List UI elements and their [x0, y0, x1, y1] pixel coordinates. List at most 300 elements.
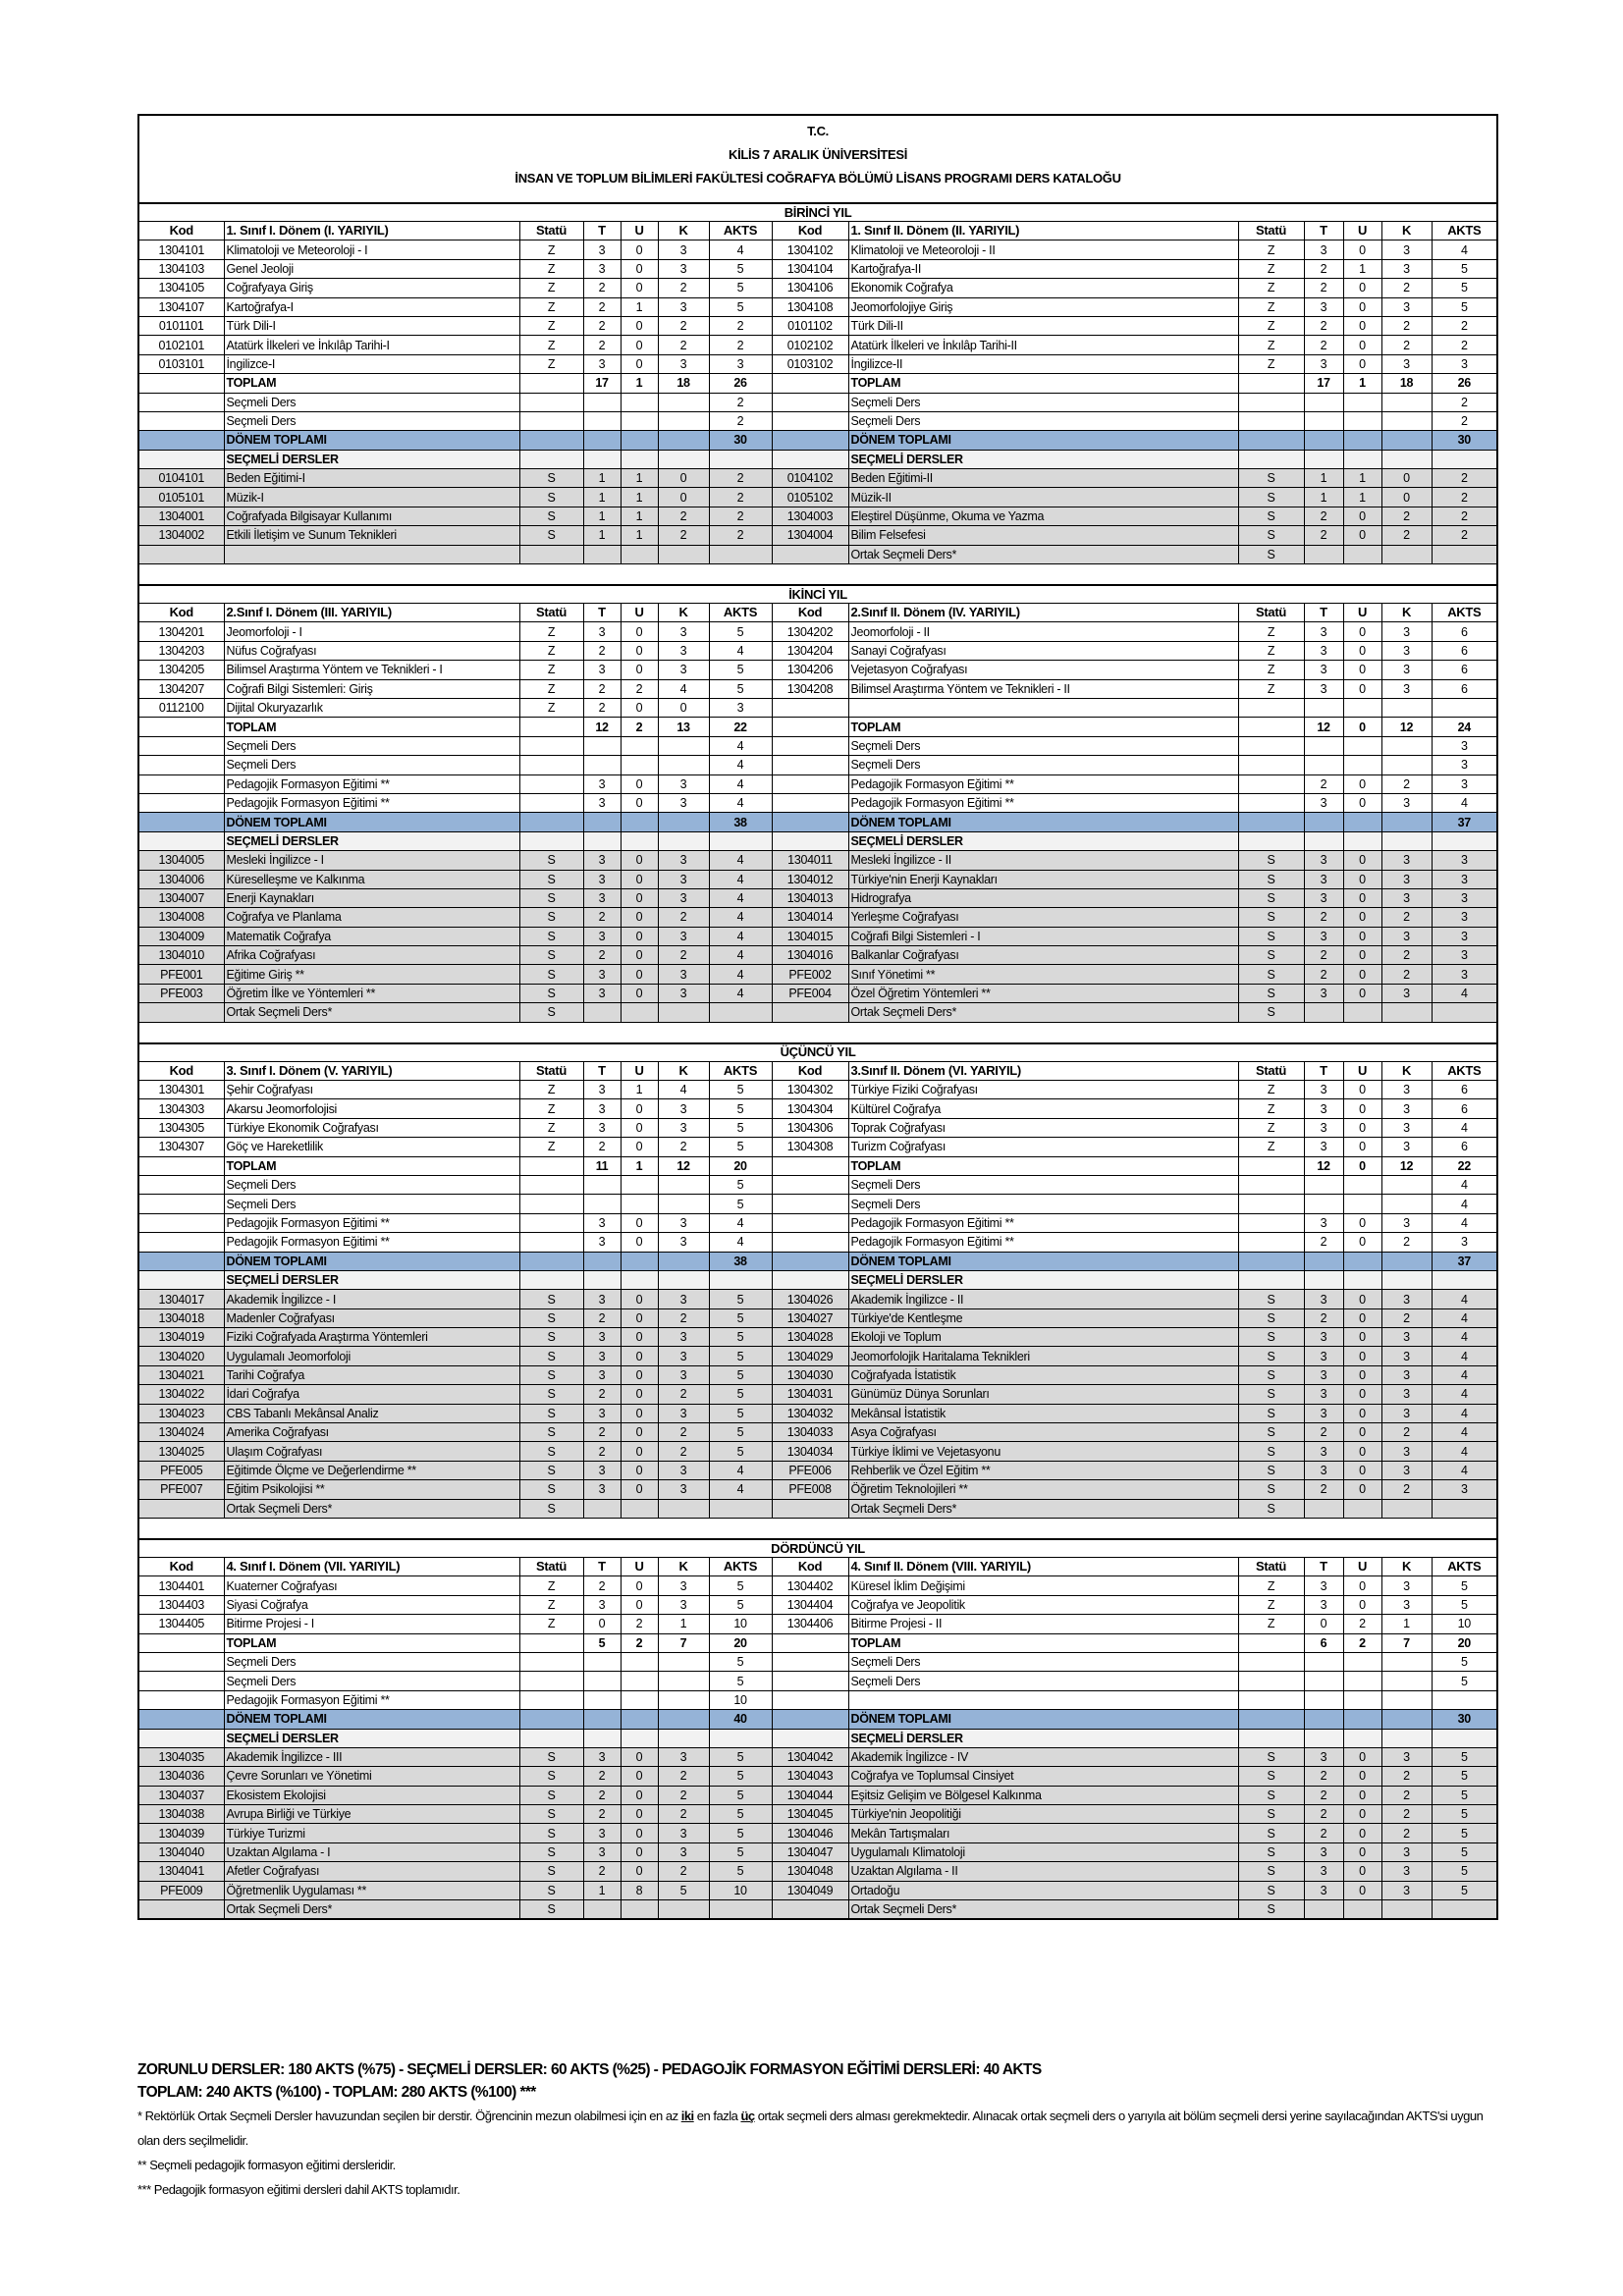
header-k: K — [1381, 604, 1432, 622]
empty-cell — [621, 450, 658, 468]
akts: 5 — [709, 1824, 772, 1842]
credits: 3 — [1381, 1595, 1432, 1614]
course-code: 1304033 — [772, 1423, 848, 1442]
elective-course-row — [138, 1385, 1497, 1404]
theory-hours: 3 — [1304, 1081, 1343, 1099]
secmeli-dersler-header-row — [138, 1729, 1497, 1747]
course-name: Küreselleşme ve Kalkınma — [224, 870, 519, 888]
akts: 3 — [1432, 1480, 1497, 1499]
empty-cell — [519, 831, 583, 850]
akts: 5 — [1432, 279, 1497, 297]
theory-hours: 3 — [1304, 1404, 1343, 1422]
akts: 2 — [709, 411, 772, 430]
practice-hours: 0 — [1343, 1423, 1381, 1442]
akts: 5 — [709, 1747, 772, 1766]
credits: 3 — [1381, 1213, 1432, 1232]
credits: 3 — [658, 1290, 709, 1308]
practice-hours: 0 — [621, 1290, 658, 1308]
course-name: Uzaktan Algılama - I — [224, 1842, 519, 1861]
course-status: S — [1238, 1842, 1304, 1861]
course-status: S — [1238, 1824, 1304, 1842]
note-text: ortak seçmeli ders alması gerekmektedir. Alınacak ortak seçmeli ders o yarıyıla ait bölüm seçmeli dersi yerine sayılacağından AKTS'si uygun olan ders seçilmelidir. — [137, 2109, 1484, 2148]
credits: 3 — [658, 1595, 709, 1614]
theory-hours-total: 17 — [1304, 374, 1343, 393]
credits: 2 — [1381, 279, 1432, 297]
empty-cell — [1343, 1270, 1381, 1289]
empty-cell — [772, 1270, 848, 1289]
theory-hours — [1304, 1900, 1343, 1920]
empty-cell — [1238, 1195, 1304, 1213]
credits: 4 — [658, 1081, 709, 1099]
donem-akts-total: 30 — [1432, 1710, 1497, 1729]
header-t: T — [1304, 1061, 1343, 1080]
empty-cell — [1238, 1252, 1304, 1270]
course-code: 1304101 — [138, 240, 224, 259]
header-k: K — [1381, 1061, 1432, 1080]
theory-hours — [583, 1672, 621, 1690]
practice-hours: 1 — [1343, 259, 1381, 278]
course-code: 1304106 — [772, 279, 848, 297]
practice-hours: 0 — [1343, 279, 1381, 297]
akts — [709, 1499, 772, 1518]
course-status: Z — [519, 279, 583, 297]
practice-hours-total: 0 — [1343, 718, 1381, 736]
course-status: S — [519, 1385, 583, 1404]
course-status: Z — [1238, 336, 1304, 354]
akts: 2 — [709, 469, 772, 488]
practice-hours: 0 — [1343, 1308, 1381, 1327]
course-name: Seçmeli Ders — [848, 1195, 1238, 1213]
akts: 3 — [1432, 1233, 1497, 1252]
credits: 3 — [658, 1347, 709, 1365]
empty-cell — [1304, 450, 1343, 468]
theory-hours: 2 — [583, 1862, 621, 1881]
course-code: 1304305 — [138, 1118, 224, 1137]
theory-hours: 2 — [1304, 1423, 1343, 1442]
course-name: Akarsu Jeomorfolojisi — [224, 1099, 519, 1118]
empty-cell — [772, 411, 848, 430]
course-name: Akademik İngilizce - I — [224, 1290, 519, 1308]
empty-cell — [1238, 813, 1304, 831]
akts: 4 — [1432, 1328, 1497, 1347]
course-name: Beden Eğitimi-I — [224, 469, 519, 488]
course-code: 1304025 — [138, 1442, 224, 1461]
credits: 3 — [658, 1099, 709, 1118]
course-name: Akademik İngilizce - IV — [848, 1747, 1238, 1766]
akts — [709, 1003, 772, 1022]
credits: 3 — [1381, 1081, 1432, 1099]
theory-hours: 3 — [1304, 1595, 1343, 1614]
course-code: 1304042 — [772, 1747, 848, 1766]
practice-hours: 0 — [621, 316, 658, 335]
empty-cell — [772, 1233, 848, 1252]
elective-course-row — [138, 1881, 1497, 1899]
course-name: Jeomorfoloji - I — [224, 622, 519, 641]
akts: 3 — [1432, 965, 1497, 984]
course-name: Ortak Seçmeli Ders* — [848, 1499, 1238, 1518]
course-code: 1304043 — [772, 1767, 848, 1786]
toplam-row — [138, 1156, 1497, 1175]
practice-hours: 0 — [1343, 774, 1381, 793]
practice-hours: 0 — [1343, 1805, 1381, 1824]
practice-hours: 0 — [621, 1118, 658, 1137]
empty-cell — [138, 774, 224, 793]
theory-hours: 3 — [583, 661, 621, 679]
akts: 2 — [1432, 336, 1497, 354]
theory-hours — [1304, 1690, 1343, 1709]
empty-cell — [519, 1270, 583, 1289]
course-name: Seçmeli Ders — [224, 393, 519, 411]
course-status: S — [1238, 1862, 1304, 1881]
extra-course-row — [138, 774, 1497, 793]
course-status: S — [519, 488, 583, 507]
course-name: Bilimsel Araştırma Yöntem ve Teknikleri - II — [848, 679, 1238, 698]
semester-title: 1. Sınıf II. Dönem (II. YARIYIL) — [848, 222, 1238, 240]
akts: 5 — [709, 1404, 772, 1422]
course-status: S — [1238, 1461, 1304, 1479]
credits: 3 — [1381, 1461, 1432, 1479]
practice-hours — [1343, 1690, 1381, 1709]
course-code: 1304204 — [772, 641, 848, 660]
akts: 2 — [709, 507, 772, 525]
empty-cell — [1304, 1729, 1343, 1747]
practice-hours: 0 — [1343, 679, 1381, 698]
practice-hours: 0 — [621, 1385, 658, 1404]
course-row — [138, 1099, 1497, 1118]
akts: 4 — [1432, 1195, 1497, 1213]
credits: 3 — [1381, 641, 1432, 660]
practice-hours: 0 — [621, 1099, 658, 1118]
course-code: 1304045 — [772, 1805, 848, 1824]
akts: 3 — [1432, 736, 1497, 755]
practice-hours-total: 2 — [1343, 1633, 1381, 1652]
akts: 3 — [1432, 851, 1497, 870]
empty-cell — [772, 736, 848, 755]
empty-cell — [772, 1195, 848, 1213]
course-code — [138, 1900, 224, 1920]
empty-cell — [1238, 1672, 1304, 1690]
header-kod: Kod — [772, 1558, 848, 1576]
semester-title: 2.Sınıf I. Dönem (III. YARIYIL) — [224, 604, 519, 622]
year-label-row — [138, 1043, 1497, 1062]
credits: 2 — [658, 279, 709, 297]
course-name: Türkiye'nin Enerji Kaynakları — [848, 870, 1238, 888]
practice-hours: 0 — [621, 1423, 658, 1442]
credits: 2 — [1381, 1786, 1432, 1804]
theory-hours: 2 — [1304, 259, 1343, 278]
donem-akts-total: 38 — [709, 1252, 772, 1270]
akts — [1432, 1003, 1497, 1022]
credits: 3 — [658, 1365, 709, 1384]
empty-cell — [658, 431, 709, 450]
empty-cell — [583, 450, 621, 468]
course-code: 1304011 — [772, 851, 848, 870]
empty-cell — [1343, 431, 1381, 450]
theory-hours: 2 — [583, 1786, 621, 1804]
toplam-row — [138, 718, 1497, 736]
akts: 6 — [1432, 1081, 1497, 1099]
empty-cell — [621, 813, 658, 831]
course-status: S — [1238, 946, 1304, 965]
akts: 2 — [1432, 488, 1497, 507]
theory-hours: 2 — [583, 679, 621, 698]
practice-hours: 0 — [621, 1308, 658, 1327]
practice-hours-total: 2 — [621, 718, 658, 736]
year-label: İKİNCİ YIL — [138, 585, 1497, 604]
akts: 6 — [1432, 661, 1497, 679]
toplam-label: TOPLAM — [224, 1633, 519, 1652]
credits: 3 — [1381, 622, 1432, 641]
practice-hours: 0 — [621, 1480, 658, 1499]
practice-hours: 0 — [621, 622, 658, 641]
course-status: S — [1238, 1423, 1304, 1442]
course-code: 1304006 — [138, 870, 224, 888]
theory-hours: 3 — [1304, 641, 1343, 660]
credits — [1381, 1652, 1432, 1671]
course-name: Uygulamalı Klimatoloji — [848, 1842, 1238, 1861]
theory-hours — [1304, 1499, 1343, 1518]
course-status: S — [519, 1365, 583, 1384]
theory-hours: 3 — [1304, 1138, 1343, 1156]
empty-cell — [1304, 813, 1343, 831]
course-code — [138, 1003, 224, 1022]
theory-hours: 3 — [583, 1081, 621, 1099]
course-status: Z — [519, 297, 583, 316]
practice-hours: 1 — [621, 1081, 658, 1099]
header-akts: AKTS — [1432, 222, 1497, 240]
credits: 3 — [1381, 1099, 1432, 1118]
course-name: Enerji Kaynakları — [224, 888, 519, 907]
header-t: T — [583, 604, 621, 622]
credits: 1 — [1381, 1615, 1432, 1633]
akts: 4 — [709, 756, 772, 774]
practice-hours: 0 — [621, 965, 658, 984]
empty-cell — [519, 1156, 583, 1175]
akts: 10 — [1432, 1615, 1497, 1633]
year-label: BİRİNCİ YIL — [138, 203, 1497, 222]
theory-hours — [1304, 411, 1343, 430]
theory-hours: 3 — [583, 1461, 621, 1479]
course-name: Seçmeli Ders — [848, 1175, 1238, 1194]
akts: 5 — [709, 1862, 772, 1881]
course-status: Z — [519, 698, 583, 717]
elective-course-row — [138, 1365, 1497, 1384]
course-name: Amerika Coğrafyası — [224, 1423, 519, 1442]
header-kod: Kod — [138, 604, 224, 622]
theory-hours: 3 — [583, 870, 621, 888]
year-label-row — [138, 585, 1497, 604]
course-code: 1304031 — [772, 1385, 848, 1404]
credits-total: 7 — [1381, 1633, 1432, 1652]
course-name: Ortadoğu — [848, 1881, 1238, 1899]
credits: 3 — [658, 297, 709, 316]
theory-hours: 3 — [1304, 1213, 1343, 1232]
empty-cell — [772, 813, 848, 831]
credits: 2 — [658, 1442, 709, 1461]
akts: 5 — [709, 1195, 772, 1213]
akts: 5 — [1432, 1672, 1497, 1690]
theory-hours: 3 — [1304, 888, 1343, 907]
extra-course-row — [138, 1195, 1497, 1213]
course-status: Z — [1238, 1081, 1304, 1099]
credits-total: 13 — [658, 718, 709, 736]
empty-cell — [658, 831, 709, 850]
donem-toplami-label: DÖNEM TOPLAMI — [224, 1252, 519, 1270]
credits — [658, 1652, 709, 1671]
empty-cell — [772, 1633, 848, 1652]
credits: 2 — [1381, 965, 1432, 984]
credits: 3 — [658, 1404, 709, 1422]
empty-cell — [519, 813, 583, 831]
theory-hours: 2 — [583, 1138, 621, 1156]
header-kod: Kod — [772, 604, 848, 622]
secmeli-dersler-label: SEÇMELİ DERSLER — [224, 1729, 519, 1747]
practice-hours — [621, 1672, 658, 1690]
catalog-footer — [137, 2058, 1502, 2202]
theory-hours: 3 — [583, 1099, 621, 1118]
course-status: Z — [1238, 1138, 1304, 1156]
empty-cell — [519, 374, 583, 393]
credits: 0 — [1381, 469, 1432, 488]
course-name: Seçmeli Ders — [848, 411, 1238, 430]
course-code: 1304201 — [138, 622, 224, 641]
akts — [709, 1900, 772, 1920]
course-name: Ekonomik Coğrafya — [848, 279, 1238, 297]
course-code: 1304007 — [138, 888, 224, 907]
empty-cell — [138, 1213, 224, 1232]
header-statu: Statü — [519, 1558, 583, 1576]
elective-course-row — [138, 888, 1497, 907]
empty-cell — [772, 756, 848, 774]
secmeli-dersler-label: SEÇMELİ DERSLER — [224, 1270, 519, 1289]
empty-cell — [138, 374, 224, 393]
course-code: 0101101 — [138, 316, 224, 335]
course-code: 1304049 — [772, 1881, 848, 1899]
empty-cell — [1238, 756, 1304, 774]
course-name: Küresel İklim Değişimi — [848, 1576, 1238, 1595]
note-emphasis-uc: üç — [740, 2109, 755, 2123]
course-name: Sınıf Yönetimi ** — [848, 965, 1238, 984]
empty-cell — [621, 1729, 658, 1747]
course-status: Z — [519, 1615, 583, 1633]
practice-hours — [621, 411, 658, 430]
empty-cell — [519, 1195, 583, 1213]
akts: 5 — [709, 661, 772, 679]
credits: 0 — [658, 698, 709, 717]
course-name: Günümüz Dünya Sorunları — [848, 1385, 1238, 1404]
practice-hours: 1 — [621, 507, 658, 525]
course-name: Toprak Coğrafyası — [848, 1118, 1238, 1137]
empty-cell — [1238, 1156, 1304, 1175]
empty-cell — [138, 450, 224, 468]
practice-hours: 0 — [621, 1213, 658, 1232]
practice-hours — [621, 736, 658, 755]
credits — [1381, 1175, 1432, 1194]
credits: 3 — [658, 661, 709, 679]
credits — [1381, 756, 1432, 774]
akts: 5 — [1432, 259, 1497, 278]
practice-hours: 0 — [621, 336, 658, 354]
course-name: Seçmeli Ders — [224, 1175, 519, 1194]
theory-hours: 3 — [583, 965, 621, 984]
theory-hours — [583, 1499, 621, 1518]
practice-hours: 0 — [621, 774, 658, 793]
akts: 6 — [1432, 679, 1497, 698]
practice-hours — [621, 1690, 658, 1709]
akts-total: 26 — [1432, 374, 1497, 393]
donem-toplami-label: DÖNEM TOPLAMI — [224, 813, 519, 831]
course-status: Z — [1238, 1118, 1304, 1137]
theory-hours: 2 — [583, 698, 621, 717]
empty-cell — [1381, 831, 1432, 850]
empty-cell — [583, 1252, 621, 1270]
course-name — [848, 1690, 1238, 1709]
empty-cell — [772, 1690, 848, 1709]
credits-total: 12 — [658, 1156, 709, 1175]
practice-hours: 0 — [1343, 1365, 1381, 1384]
donem-akts-total: 30 — [709, 431, 772, 450]
theory-hours: 2 — [1304, 279, 1343, 297]
course-code: 1304208 — [772, 679, 848, 698]
empty-cell — [772, 431, 848, 450]
course-name: Coğrafyaya Giriş — [224, 279, 519, 297]
practice-hours — [1343, 1003, 1381, 1022]
akts: 4 — [709, 927, 772, 945]
theory-hours: 3 — [1304, 297, 1343, 316]
theory-hours — [583, 1175, 621, 1194]
practice-hours: 0 — [1343, 984, 1381, 1002]
course-status: S — [1238, 1328, 1304, 1347]
course-name: Seçmeli Ders — [848, 1672, 1238, 1690]
practice-hours — [1343, 1672, 1381, 1690]
semester-title: 4. Sınıf I. Dönem (VII. YARIYIL) — [224, 1558, 519, 1576]
practice-hours: 0 — [621, 1233, 658, 1252]
practice-hours: 0 — [1343, 1347, 1381, 1365]
credits: 3 — [1381, 1347, 1432, 1365]
course-code: 0105101 — [138, 488, 224, 507]
practice-hours: 0 — [1343, 1842, 1381, 1861]
course-code: 1304020 — [138, 1347, 224, 1365]
credits: 3 — [1381, 870, 1432, 888]
empty-cell — [519, 756, 583, 774]
footnote-akts-total: *** Pedagojik formasyon eğitimi dersleri dahil AKTS toplamıdır. — [137, 2182, 460, 2197]
practice-hours: 0 — [621, 984, 658, 1002]
course-name: Klimatoloji ve Meteoroloji - I — [224, 240, 519, 259]
theory-hours: 2 — [583, 1767, 621, 1786]
elective-course-row — [138, 507, 1497, 525]
practice-hours: 0 — [1343, 946, 1381, 965]
practice-hours: 0 — [621, 1442, 658, 1461]
practice-hours: 0 — [1343, 1767, 1381, 1786]
akts: 3 — [1432, 946, 1497, 965]
credits: 2 — [658, 1308, 709, 1327]
credits — [658, 1690, 709, 1709]
akts — [1432, 698, 1497, 717]
course-status: S — [1238, 1290, 1304, 1308]
theory-hours: 3 — [583, 1233, 621, 1252]
akts-total: 22 — [1432, 1156, 1497, 1175]
secmeli-dersler-label: SEÇMELİ DERSLER — [224, 450, 519, 468]
course-code: 0101102 — [772, 316, 848, 335]
credits-total: 18 — [1381, 374, 1432, 393]
header-k: K — [658, 1558, 709, 1576]
empty-cell — [621, 1252, 658, 1270]
course-row — [138, 354, 1497, 373]
course-code: 1304302 — [772, 1081, 848, 1099]
course-name: Turizm Coğrafyası — [848, 1138, 1238, 1156]
practice-hours — [621, 1003, 658, 1022]
practice-hours: 0 — [621, 908, 658, 927]
